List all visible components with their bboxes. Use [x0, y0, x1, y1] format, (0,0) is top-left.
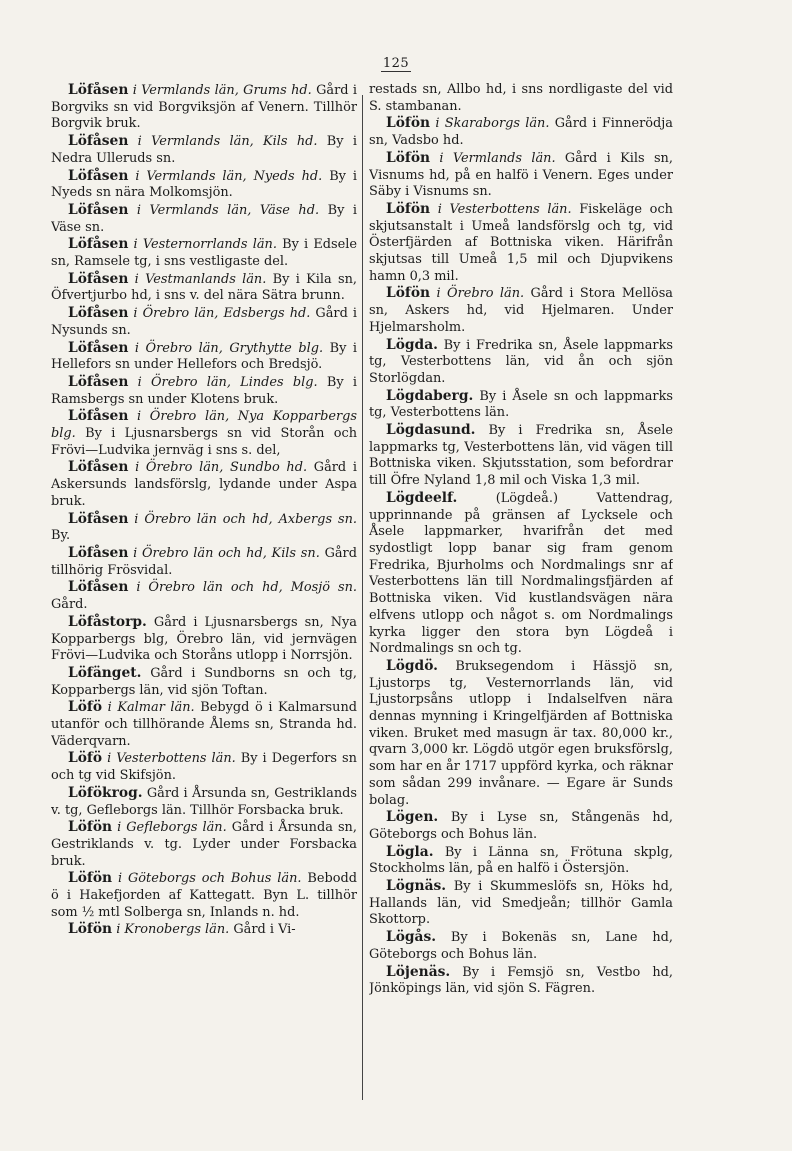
dictionary-entry	[369, 82, 673, 115]
entry-text: Bebodd ö i Hakefjorden af Kattegatt. Byn L. tillhör som ½ mtl Solberga sn, Inlands n. hd.	[51, 871, 357, 920]
entry-location: i Örebro län, Lindes blg.	[137, 374, 318, 390]
entry-text: By i Edsele sn, Ramsele tg, i sns vestligaste del.	[51, 237, 357, 270]
entry-text: (Lögdeå.) Vattendrag, upprinnande på gränsen af Lycksele och Åsele lappmarker, hvarifrån det med sydostligt lopp banar sig fram genom Fredrika, Bjurholms och Nordmalings snr af Vesterbottens län till Nordmalingsfjärden af Bottniska viken. Vid kustlandsvägen nära elfvens utlopp och något s. om Nordmalings kyrka ligger den stora byn Lögdeå i Nordmalings sn och tg.	[369, 490, 673, 657]
entry-headword: Lögda.	[386, 336, 438, 353]
dictionary-entry	[369, 964, 673, 998]
dictionary-entry	[369, 929, 673, 963]
entry-headword: Löfåsen	[68, 510, 129, 527]
entry-location: i Vesterbottens län.	[107, 751, 236, 767]
entry-text: Bruksegendom i Hässjö sn, Ljustorps tg, Vesternorrlands län, vid Ljustorpsåns utlopp i Indalselfven nära dennas mynning i Kringelfjärden af Bottniska viken. Bruket med masugn är tax. 80,000 kr., qvarn 3,000 kr. Lögdö utgör egen bruksförslg, som har en år 1717 uppförd kyrka, och räknar som sådan 299 invånare. — Egare är Sunds bolag.	[369, 658, 673, 808]
right-column	[369, 82, 673, 1122]
dictionary-entry	[51, 665, 357, 699]
entry-text: By i Åsele sn och lappmarks tg, Vesterbottens län.	[369, 388, 673, 421]
entry-headword: Löfön	[68, 921, 113, 938]
dictionary-entry	[51, 271, 357, 305]
entry-text: Gård i Ljusnarsbergs sn, Nya Kopparbergs blg, Örebro län, vid jernvägen Frövi—Ludvika och Storåns utlopp i Norrsjön.	[51, 614, 357, 664]
entry-text: By i Hellefors sn under Hellefors och Bredsjö.	[51, 340, 357, 373]
entry-headword: Löfänget.	[68, 664, 142, 681]
entry-text: By.	[51, 528, 71, 544]
entry-headword: Lögla.	[386, 843, 434, 860]
entry-text: Gård i Årsunda sn, Gestriklands v. tg. Lyder under Forsbacka bruk.	[51, 820, 357, 869]
dictionary-entry	[369, 844, 673, 878]
dictionary-entry	[369, 809, 673, 843]
entry-location: i Örebro län, Edsbergs hd.	[133, 306, 311, 322]
entry-text: By i Fredrika sn, Åsele lappmarks tg, Vesterbottens län, vid ån och sjön Storlögdan.	[369, 337, 673, 386]
entry-headword: Löfåstorp.	[68, 613, 147, 630]
entry-location: i Vestmanlands län.	[134, 271, 267, 287]
entry-text: Gård i Årsunda sn, Gestriklands v. tg, Gefleborgs län. Tillhör Forsbacka bruk.	[51, 785, 357, 818]
entry-location: i Göteborgs och Bohus län.	[117, 871, 302, 887]
left-column	[51, 82, 357, 1122]
entry-text: Bebygd ö i Kalmarsund utanför och tillhörande Ålems sn, Stranda hd. Väderqvarn.	[51, 700, 357, 749]
dictionary-entry	[51, 750, 357, 784]
entry-headword: Löfö	[68, 699, 103, 716]
entry-headword: Löfåsen	[68, 167, 129, 184]
entry-text: By i Fredrika sn, Åsele lappmarks tg, Vesterbottens län, vid vägen till Bottniska viken. Skjutsstation, som befordrar till Öfre Nyland 1,8 mil och Viska 1,3 mil.	[369, 423, 673, 489]
dictionary-entry	[51, 133, 357, 167]
entry-headword: Lögdaberg.	[386, 387, 474, 404]
entry-headword: Löfåsen	[68, 236, 129, 253]
column-divider	[362, 95, 363, 1100]
entry-text: By i Femsjö sn, Vestbo hd, Jönköpings län, vid sjön S. Fägren.	[369, 964, 673, 997]
entry-location: i Vermlands län, Nyeds hd.	[135, 168, 323, 184]
entry-headword: Lögdeelf.	[386, 489, 458, 506]
entry-location: i Skaraborgs län.	[435, 116, 550, 132]
dictionary-entry	[51, 614, 357, 665]
dictionary-entry	[51, 699, 357, 750]
dictionary-entry	[369, 878, 673, 929]
entry-location: i Örebro län, Grythytte blg.	[134, 340, 324, 356]
entry-headword: Lögen.	[386, 809, 439, 826]
entry-text: By i Bokenäs sn, Lane hd, Göteborgs och Bohus län.	[369, 930, 673, 962]
dictionary-entry	[51, 459, 357, 510]
entry-location: i Gefleborgs län.	[117, 820, 227, 836]
entry-headword: Löfåsen	[68, 339, 129, 356]
entry-headword: Löfön	[68, 870, 113, 887]
entry-location: i Vermlands län, Väse hd.	[136, 202, 320, 218]
entry-text: By i Väse sn.	[51, 202, 357, 235]
entry-location: i Örebro län och hd, Axbergs sn.	[134, 511, 357, 527]
entry-text: restads sn, Allbo hd, i sns nordligaste del vid S. stambanan.	[369, 82, 673, 114]
entry-headword: Löfåsen	[68, 579, 129, 596]
dictionary-entry	[51, 408, 357, 459]
entry-headword: Lögås.	[386, 929, 437, 946]
dictionary-entry	[51, 921, 357, 939]
dictionary-entry	[369, 201, 673, 286]
entry-headword: Löfåsen	[68, 544, 129, 561]
dictionary-entry	[51, 545, 357, 579]
entry-headword: Löfåsen	[68, 270, 129, 287]
dictionary-entry	[51, 819, 357, 870]
entry-text: Gård i Stora Mellösa sn, Askers hd, vid Hjelmaren. Under Hjelmarsholm.	[369, 286, 673, 335]
entry-headword: Löfåsen	[68, 82, 129, 98]
entry-text: Gård i Sundborns sn och tg, Kopparbergs län, vid sjön Toftan.	[51, 665, 357, 698]
dictionary-entry	[369, 490, 673, 658]
dictionary-entry	[369, 115, 673, 149]
dictionary-entry	[51, 340, 357, 374]
entry-headword: Löfökrog.	[68, 784, 143, 801]
entry-headword: Löfön	[386, 149, 431, 166]
entry-text: By i Nedra Ulleruds sn.	[51, 134, 357, 166]
entry-text: By i Skummeslöfs sn, Höks hd, Hallands län, vid Smedjeån; tillhör Gamla Skottorp.	[369, 879, 673, 928]
dictionary-entry	[51, 579, 357, 613]
dictionary-entry	[51, 374, 357, 408]
entry-text: Gård i Askersunds landsförslg, lydande under Aspa bruk.	[51, 460, 357, 509]
entry-headword: Löfön	[386, 115, 431, 132]
entry-headword: Lögdasund.	[386, 422, 476, 439]
entry-headword: Löfåsen	[68, 408, 129, 425]
entry-headword: Löfön	[68, 819, 113, 836]
entry-location: i Vermlands län.	[439, 150, 556, 166]
dictionary-entry	[51, 870, 357, 921]
entry-location: i Vesterbottens län.	[437, 201, 572, 217]
entry-headword: Lögdö.	[386, 657, 438, 674]
page-number: 125	[382, 56, 410, 71]
entry-text: Gård.	[51, 597, 88, 613]
entry-headword: Löfön	[386, 200, 431, 217]
dictionary-entry	[51, 202, 357, 236]
dictionary-entry	[51, 82, 357, 133]
entry-location: i Örebro län.	[436, 286, 525, 302]
entry-text: By i Kila sn, Öfvertjurbo hd, i sns v. del nära Sätra brunn.	[51, 271, 357, 304]
dictionary-entry	[51, 168, 357, 202]
entry-text: Gård i Vi-	[233, 922, 296, 938]
entry-headword: Löfåsen	[68, 201, 129, 218]
entry-headword: Löfåsen	[68, 305, 129, 322]
dictionary-entry	[369, 422, 673, 490]
entry-headword: Löfön	[386, 285, 431, 302]
dictionary-entry	[51, 785, 357, 819]
entry-headword: Löfö	[68, 750, 103, 767]
entry-text: Gård tillhörig Frösvidal.	[51, 545, 357, 578]
entry-text: By i Ljusnarsbergs sn vid Storån och Frövi—Ludvika jernväg i sns s. del,	[51, 426, 357, 458]
entry-location: i Örebro län, Nya Kopparbergs blg.	[51, 409, 357, 442]
entry-text: Fiskeläge och skjutsanstalt i Umeå landsförslg och tg, vid Österfjärden af Bottniska viken. Härifrån skjutsas till Umeå 1,5 mil och Djupvikens hamn 0,3 mil.	[369, 201, 673, 284]
entry-location: i Kronobergs län.	[116, 922, 230, 938]
entry-text: Gård i Finnerödja sn, Vadsbo hd.	[369, 116, 673, 149]
entry-headword: Löfåsen	[68, 459, 129, 476]
entry-headword: Lögnäs.	[386, 878, 447, 895]
entry-text: Gård i Borgviks sn vid Borgviksjön af Venern. Tillhör Borgvik bruk.	[51, 83, 357, 132]
entry-text: By i Länna sn, Frötuna skplg, Stockholms län, på en halfö i Östersjön.	[369, 844, 673, 877]
dictionary-entry	[51, 511, 357, 545]
dictionary-entry	[369, 337, 673, 388]
entry-location: i Örebro län, Sundbo hd.	[135, 460, 308, 476]
entry-location: i Vermlands län, Grums hd.	[132, 83, 312, 98]
entry-text: Gård i Kils sn, Visnums hd, på en halfö i Venern. Eges under Säby i Visnums sn.	[369, 150, 673, 200]
entry-location: i Kalmar län.	[107, 700, 195, 716]
dictionary-entry	[369, 285, 673, 336]
entry-text: By i Ramsbergs sn under Klotens bruk.	[51, 374, 357, 407]
entry-location: i Örebro län och hd, Mosjö sn.	[136, 580, 357, 596]
entry-text: By i Nyeds sn nära Molkomsjön.	[51, 168, 357, 201]
dictionary-entry	[51, 236, 357, 270]
dictionary-entry	[369, 388, 673, 422]
entry-headword: Löfåsen	[68, 133, 129, 150]
entry-location: i Vermlands län, Kils hd.	[137, 134, 318, 150]
entry-location: i Vesternorrlands län.	[133, 237, 277, 253]
dictionary-entry	[369, 150, 673, 201]
entry-text: By i Degerfors sn och tg vid Skifsjön.	[51, 751, 357, 784]
entry-text: By i Lyse sn, Stångenäs hd, Göteborgs och Bohus län.	[369, 810, 673, 842]
entry-location: i Örebro län och hd, Kils sn.	[133, 545, 320, 561]
entry-text: Gård i Nysunds sn.	[51, 306, 357, 338]
entry-headword: Löfåsen	[68, 373, 129, 390]
dictionary-entry	[369, 658, 673, 809]
entry-headword: Löjenäs.	[386, 963, 451, 980]
dictionary-entry	[51, 305, 357, 339]
